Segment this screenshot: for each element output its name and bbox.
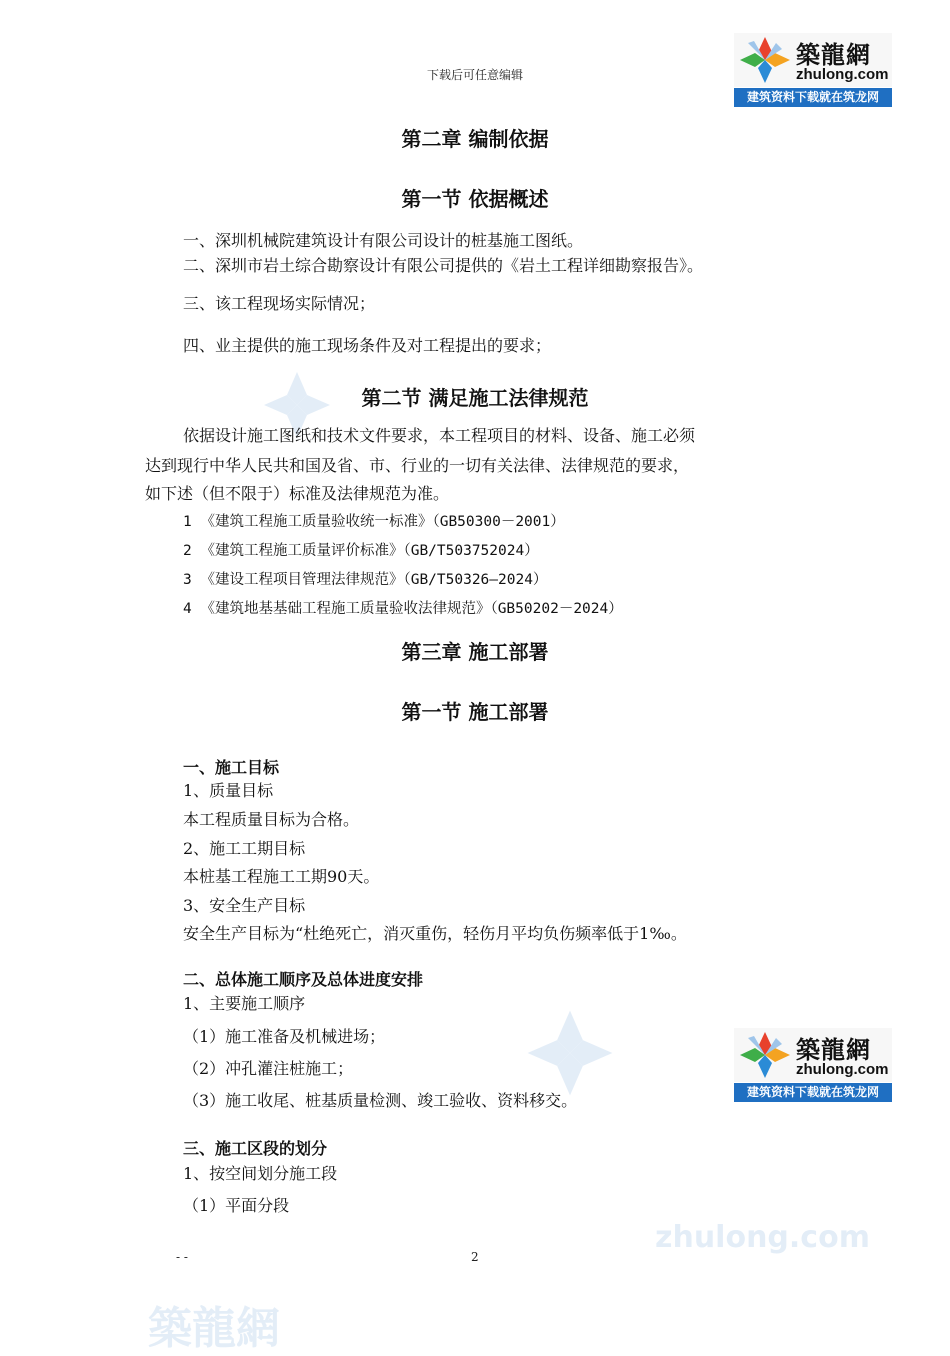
part-line: （1）平面分段 xyxy=(183,1196,290,1215)
part-line: （3）施工收尾、桩基质量检测、竣工验收、资料移交。 xyxy=(183,1091,578,1110)
header-note: 下载后可任意编辑 xyxy=(426,68,523,82)
logo-band: 建筑资料下载就在筑龙网 xyxy=(734,88,892,107)
part-line: 本工程质量目标为合格。 xyxy=(183,810,360,829)
part-line: 本桩基工程施工工期90天。 xyxy=(183,867,380,886)
part-line: 安全生产目标为“杜绝死亡，消灭重伤，轻伤月平均负伤频率低于1‰。 xyxy=(183,924,687,943)
part-line: 1、按空间划分施工段 xyxy=(183,1164,338,1183)
page-number: 2 xyxy=(471,1250,479,1264)
chapter-2-title: 第二章 编制依据 xyxy=(401,127,549,151)
standard-item: 2 《建筑工程施工质量评价标准》（GB/T503752024） xyxy=(183,543,539,559)
regulation-paragraph-line: 达到现行中华人民共和国及省、市、行业的一切有关法律、法律规范的要求， xyxy=(145,456,690,475)
footer-left-mark: - - xyxy=(176,1250,188,1264)
part-line: （2）冲孔灌注桩施工； xyxy=(183,1059,354,1078)
chapter-3-section-1-title: 第一节 施工部署 xyxy=(401,700,549,724)
part-line: 1、质量目标 xyxy=(183,781,274,800)
chapter-3-title: 第三章 施工部署 xyxy=(401,640,549,664)
basis-item: 四、业主提供的施工现场条件及对工程提出的要求； xyxy=(183,336,552,355)
watermark-name: 築龍網 xyxy=(148,1303,280,1354)
logo-name: 築龍網 xyxy=(796,1035,871,1064)
zhulong-logo-middle xyxy=(734,1028,892,1102)
logo-name: 築龍網 xyxy=(796,40,871,69)
part-line: 2、施工工期目标 xyxy=(183,839,306,858)
part-heading: 二、总体施工顺序及总体进度安排 xyxy=(183,970,424,989)
part-heading: 一、施工目标 xyxy=(183,758,280,777)
regulation-paragraph-line: 如下述（但不限于）标准及法律规范为准。 xyxy=(145,484,450,503)
part-line: 1、主要施工顺序 xyxy=(183,994,306,1013)
basis-item: 二、深圳市岩土综合勘察设计有限公司提供的《岩土工程详细勘察报告》。 xyxy=(183,256,704,275)
logo-domain: zhulong.com xyxy=(796,66,889,83)
logo-domain: zhulong.com xyxy=(796,1061,889,1078)
basis-item: 三、该工程现场实际情况； xyxy=(183,294,376,313)
logo-band: 建筑资料下载就在筑龙网 xyxy=(734,1083,892,1102)
logo-snowflake-icon xyxy=(738,1030,792,1080)
standard-item: 4 《建筑地基基础工程施工质量验收法律规范》（GB50202－2024） xyxy=(183,601,623,617)
basis-item: 一、深圳机械院建筑设计有限公司设计的桩基施工图纸。 xyxy=(183,231,584,250)
standard-item: 1 《建筑工程施工质量验收统一标准》（GB50300－2001） xyxy=(183,514,565,530)
watermark-domain: zhulong.com xyxy=(655,1220,870,1255)
regulation-paragraph-line: 依据设计施工图纸和技术文件要求，本工程项目的材料、设备、施工必须 xyxy=(183,426,696,445)
standard-item: 3 《建设工程项目管理法律规范》（GB/T50326—2024） xyxy=(183,572,548,588)
part-line: 3、安全生产目标 xyxy=(183,896,306,915)
chapter-2-section-1-title: 第一节 依据概述 xyxy=(401,187,549,211)
part-line: （1）施工准备及机械进场； xyxy=(183,1027,386,1046)
part-heading: 三、施工区段的划分 xyxy=(183,1139,328,1158)
chapter-2-section-2-title: 第二节 满足施工法律规范 xyxy=(361,386,589,410)
